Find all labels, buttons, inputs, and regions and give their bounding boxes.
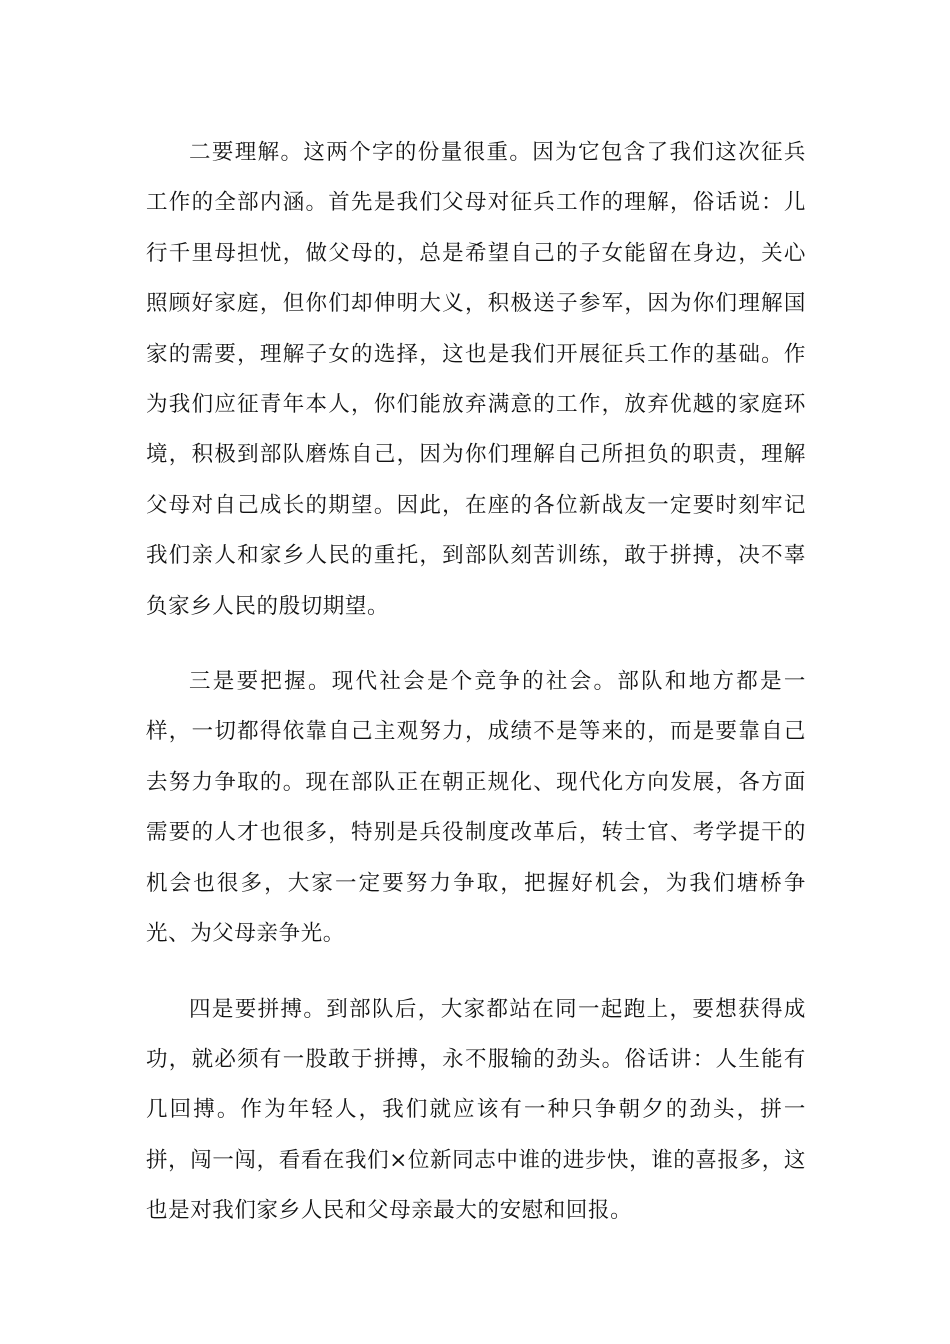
- document-body: [146, 128, 806, 1262]
- paragraph-understanding: 二要理解。这两个字的份量很重。因为它包含了我们这次征兵工作的全部内涵。首先是我们父母对征兵工作的理解，俗话说：儿行千里母担忧，做父母的，总是希望自己的子女能留在身边，关心照顾好家庭，但你们却伸明大义，积极送子参军，因为你们理解国家的需要，理解子女的选择，这也是我们开展征兵工作的基础。作为我们应征青年本人，你们能放弃满意的工作，放弃优越的家庭环境，积极到部队磨炼自己，因为你们理解自己所担负的职责，理解父母对自己成长的期望。因此，在座的各位新战友一定要时刻牢记我们亲人和家乡人民的重托，到部队刻苦训练，敢于拼搏，决不辜负家乡人民的殷切期望。: [146, 140, 806, 619]
- paragraph-grasp: 三是要把握。现代社会是个竞争的社会。部队和地方都是一样，一切都得依靠自己主观努力，成绩不是等来的，而是要靠自己去努力争取的。现在部队正在朝正规化、现代化方向发展，各方面需要的人才也很多，特别是兵役制度改革后，转士官、考学提干的机会也很多，大家一定要努力争取，把握好机会，为我们塘桥争光、为父母亲争光。: [146, 669, 806, 947]
- paragraph-strive: 四是要拼搏。到部队后，大家都站在同一起跑上，要想获得成功，就必须有一股敢于拼搏，永不服输的劲头。俗话讲：人生能有几回搏。作为年轻人，我们就应该有一种只争朝夕的劲头，拼一拼，闯一闯，看看在我们×位新同志中谁的进步快，谁的喜报多，这也是对我们家乡人民和父母亲最大的安慰和回报。: [146, 996, 806, 1224]
